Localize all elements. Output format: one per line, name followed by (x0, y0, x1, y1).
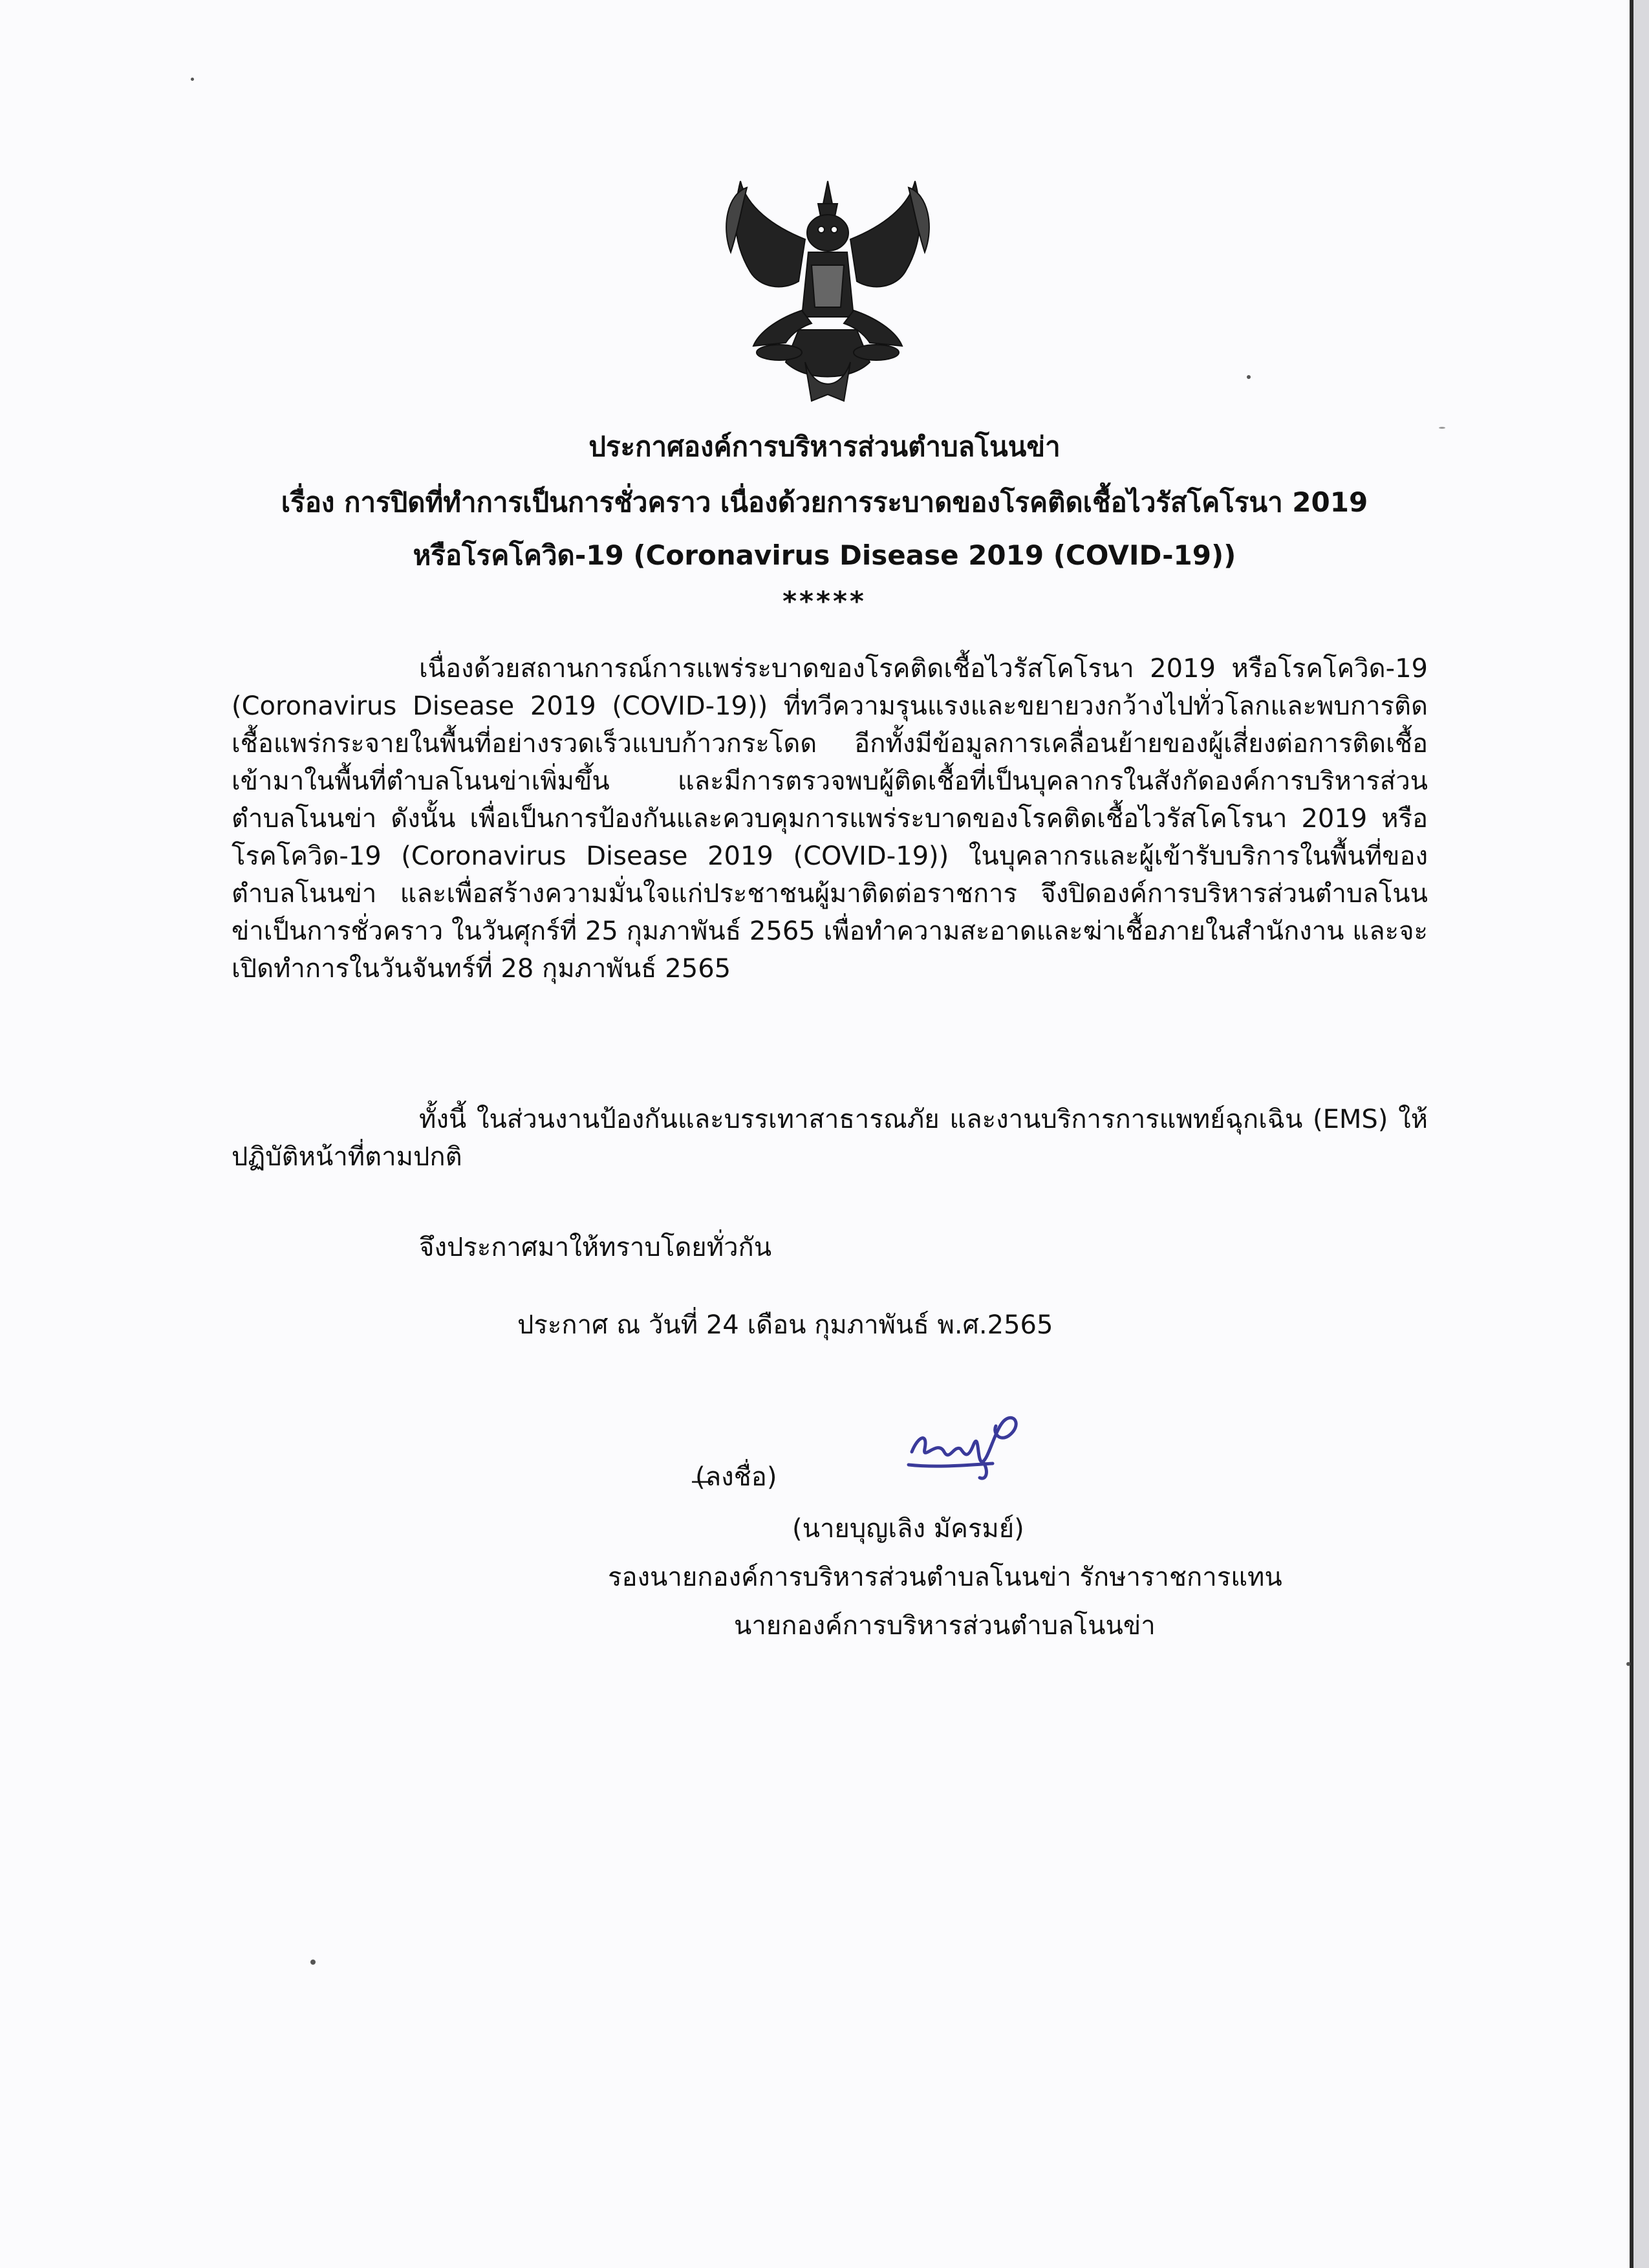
scan-border (1633, 0, 1649, 2268)
signatory-position-continued: นายกองค์การบริหารส่วนตำบลโนนข่า (734, 1611, 1156, 1641)
handwritten-signature (899, 1400, 1028, 1491)
scan-speck (310, 1960, 316, 1965)
announcement-date: ประกาศ ณ วันที่ 24 เดือน กุมภาพันธ์ พ.ศ.2565 (517, 1310, 1053, 1340)
scan-speck (1626, 1662, 1630, 1666)
announcement-subject-continued: หรือโรคโควิด-19 (Coronavirus Disease 2019 (COVID-19)) (413, 539, 1236, 571)
announcement-subject: เรื่อง การปิดที่ทำการเป็นการชั่วคราว เนื่องด้วยการระบาดของโรคติดเชื้อไวรัสโคโรนา 2019 (281, 486, 1368, 518)
title-separator: ***** (782, 585, 867, 617)
scan-speck (191, 78, 194, 81)
scan-edge-line (1630, 0, 1633, 2268)
garuda-emblem-icon (721, 168, 934, 407)
announcement-title: ประกาศองค์การบริหารส่วนตำบลโนนข่า (588, 431, 1061, 462)
signatory-position: รองนายกองค์การบริหารส่วนตำบลโนนข่า รักษาราชการแทน (608, 1562, 1282, 1592)
signatory-name: (นายบุญเลิง มัครมย์) (792, 1514, 1024, 1544)
body-paragraph-2: ทั้งนี้ ในส่วนงานป้องกันและบรรเทาสาธารณภัย และงานบริการการแพทย์ฉุกเฉิน (EMS) ให้ปฏิบัติหน้าที่ตามปกติ (232, 1105, 1428, 1172)
closing-statement: จึงประกาศมาให้ทราบโดยทั่วกัน (419, 1233, 772, 1262)
scan-speck (1247, 375, 1251, 379)
signature-label: (ลงชื่อ) (695, 1462, 777, 1492)
body-paragraph-1: เนื่องด้วยสถานการณ์การแพร่ระบาดของโรคติดเชื้อไวรัสโคโรนา 2019 หรือโรคโควิด-19 (Coronavirus Disease 2019 (COVID-19)) ที่ทวีความรุนแรงและขยายวงกว้างไปทั่วโลกและพบการติดเชื้อแพร่กระจายในพื้นที่อย่างรวดเร็วแบบก้าวกระโดด อีกทั้งมีข้อมูลการเคลื่อนย้ายของผู้เสี่ยงต่อการติดเชื้อเข้ามาในพื้นที่ตำบลโนนข่าเพิ่มขึ้น และมีการตรวจพบผู้ติดเชื้อที่เป็นบุคลากรในสังกัดองค์การบริหารส่วนตำบลโนนข่า ดังนั้น เพื่อเป็นการป้องกันและควบคุมการแพร่ระบาดของโรคติดเชื้อไวรัสโคโรนา 2019 หรือโรคโควิด-19 (Coronavirus Disease 2019 (COVID-19)) ในบุคลากรและผู้เข้ารับบริการในพื้นที่ของตำบลโนนข่า และเพื่อสร้างความมั่นใจแก่ประชาชนผู้มาติดต่อราชการ จึงปิดองค์การบริหารส่วนตำบลโนนข่าเป็นการชั่วคราว ในวันศุกร์ที่ 25 กุมภาพันธ์ 2565 เพื่อทำความสะอาดและฆ่าเชื้อภายในสำนักงาน และจะเปิดทำการในวันจันทร์ที่ 28 กุมภาพันธ์ 2565 (232, 654, 1428, 984)
scan-speck (1439, 427, 1445, 429)
